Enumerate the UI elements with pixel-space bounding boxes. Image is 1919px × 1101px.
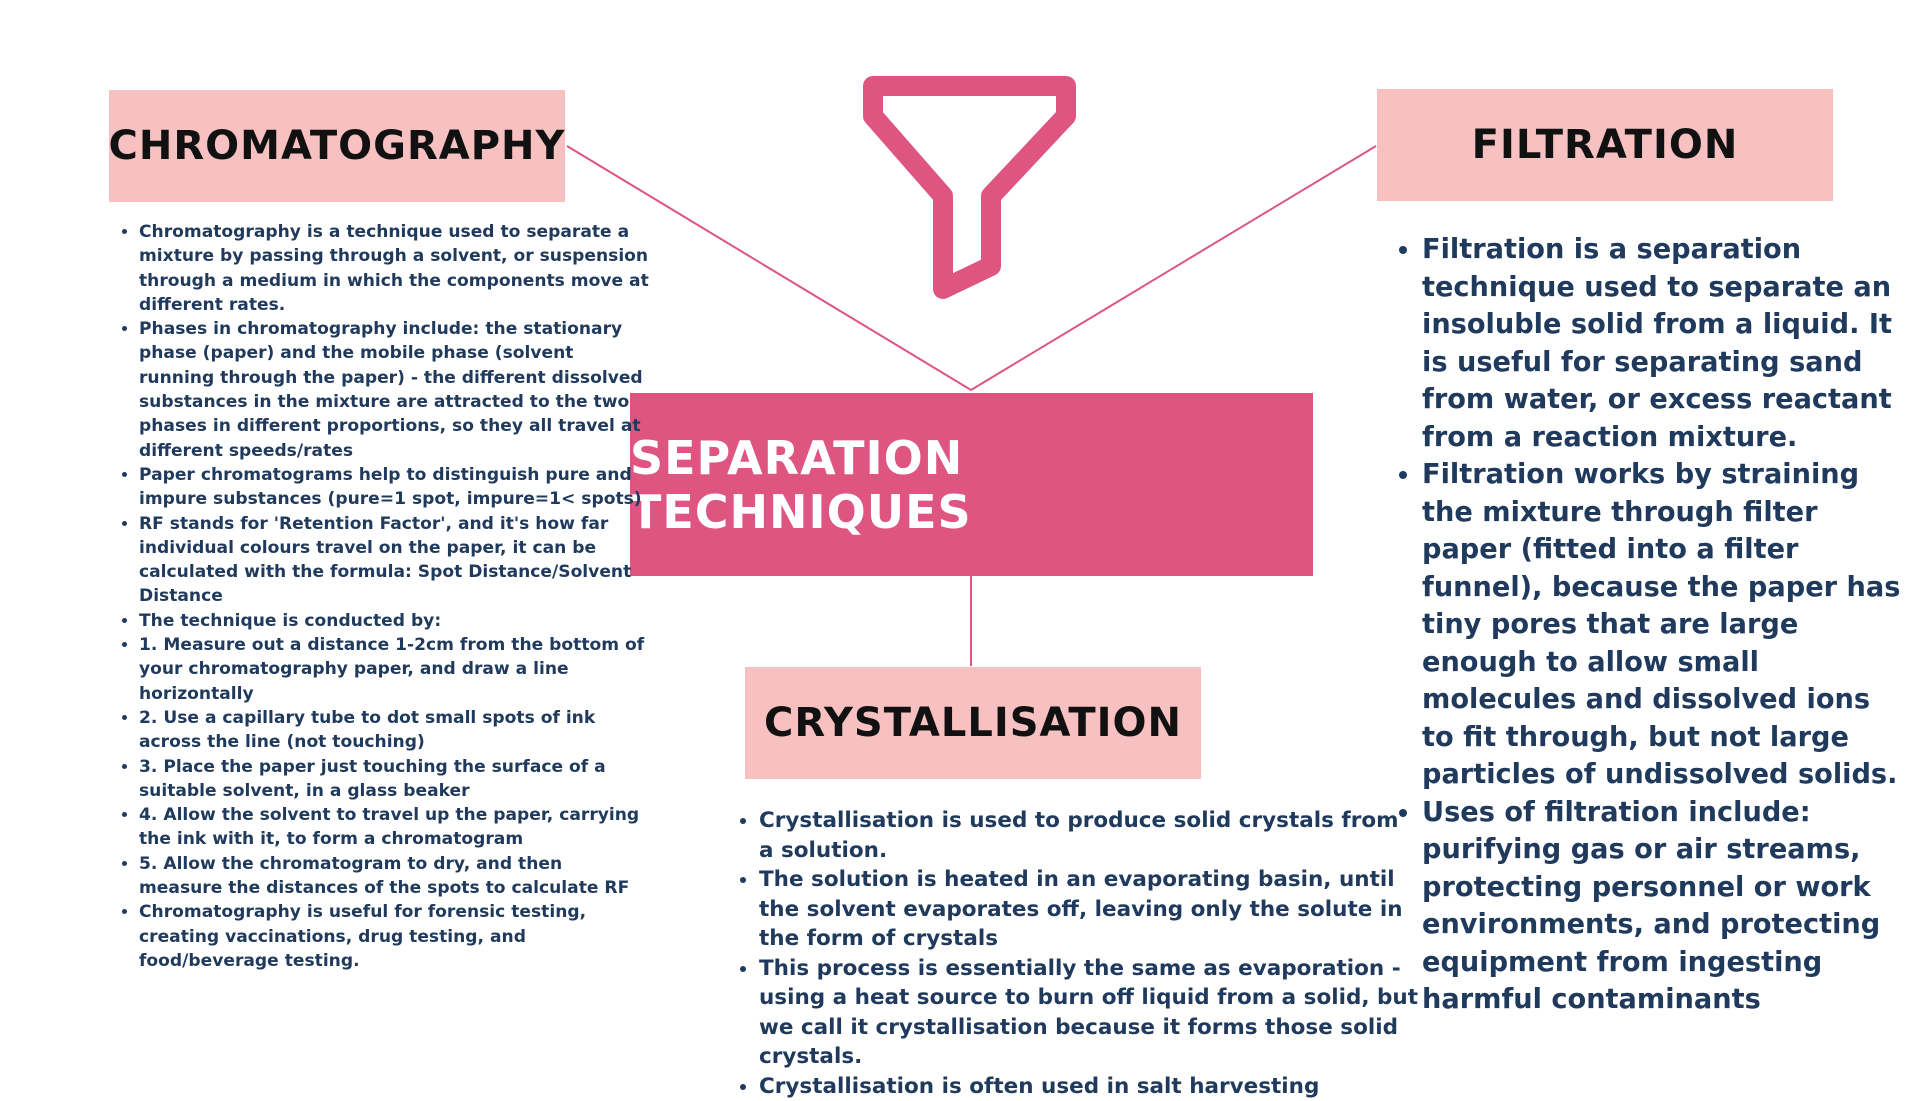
chromatography-header: [109, 90, 565, 202]
list-item: • Chromatography is useful for forensic testing, creating vaccinations, drug testing, and food/beverage testing.: [139, 900, 649, 973]
list-item: • 5. Allow the chromatogram to dry, and then measure the distances of the spots to calculate RF: [139, 852, 649, 901]
crystallisation-title: CRYSTALLISATION: [764, 700, 1182, 746]
filtration-title: FILTRATION: [1472, 122, 1739, 168]
list-item: • Filtration is a separation technique used to separate an insoluble solid from a liquid. It is useful for separating sand from water, or excess reactant from a reaction mixture.: [1422, 231, 1902, 456]
list-item: • Chromatography is a technique used to separate a mixture by passing through a solvent, or suspension through a medium in which the components move at different rates.: [139, 220, 649, 317]
crystallisation-bullet-list: [735, 806, 1419, 1101]
central-title: SEPARATION TECHNIQUES: [630, 431, 1313, 539]
funnel-icon: [861, 76, 1081, 306]
list-item: • This process is essentially the same as evaporation - using a heat source to burn off liquid from a solid, but we call it crystallisation because it forms those solid crystals.: [759, 954, 1419, 1072]
filtration-bullet-list: [1394, 231, 1902, 1019]
list-item: • Crystallisation is often used in salt harvesting: [759, 1072, 1419, 1101]
list-item: • Crystallisation is used to produce solid crystals from a solution.: [759, 806, 1419, 865]
list-item: • The technique is conducted by:: [139, 609, 649, 633]
crystallisation-header: [745, 667, 1201, 779]
list-item: • 3. Place the paper just touching the surface of a suitable solvent, in a glass beaker: [139, 755, 649, 804]
chromatography-title: CHROMATOGRAPHY: [109, 123, 566, 169]
list-item: • Phases in chromatography include: the stationary phase (paper) and the mobile phase (solvent running through the paper) - the different dissolved substances in the mixture are attracted to the two phases in different proportions, so they all travel at different speeds/rates: [139, 317, 649, 463]
list-item: • 4. Allow the solvent to travel up the paper, carrying the ink with it, to form a chromatogram: [139, 803, 649, 852]
chromatography-bullet-list: [117, 220, 649, 973]
list-item: • RF stands for 'Retention Factor', and it's how far individual colours travel on the paper, it can be calculated with the formula: Spot Distance/Solvent Distance: [139, 512, 649, 609]
list-item: • Filtration works by straining the mixture through filter paper (fitted into a filter funnel), because the paper has tiny pores that are large enough to allow small molecules and dissolved ions to fit through, but not large particles of undissolved solids.: [1422, 456, 1902, 794]
filtration-header: [1377, 89, 1833, 201]
list-item: • Uses of filtration include: purifying gas or air streams, protecting personnel or work environments, and protecting equipment from ingesting harmful contaminants: [1422, 794, 1902, 1019]
list-item: • The solution is heated in an evaporating basin, until the solvent evaporates off, leaving only the solute in the form of crystals: [759, 865, 1419, 954]
central-title-box: [630, 393, 1313, 576]
list-item: • 1. Measure out a distance 1-2cm from the bottom of your chromatography paper, and draw a line horizontally: [139, 633, 649, 706]
list-item: • 2. Use a capillary tube to dot small spots of ink across the line (not touching): [139, 706, 649, 755]
list-item: • Paper chromatograms help to distinguish pure and impure substances (pure=1 spot, impure=1< spots): [139, 463, 649, 512]
